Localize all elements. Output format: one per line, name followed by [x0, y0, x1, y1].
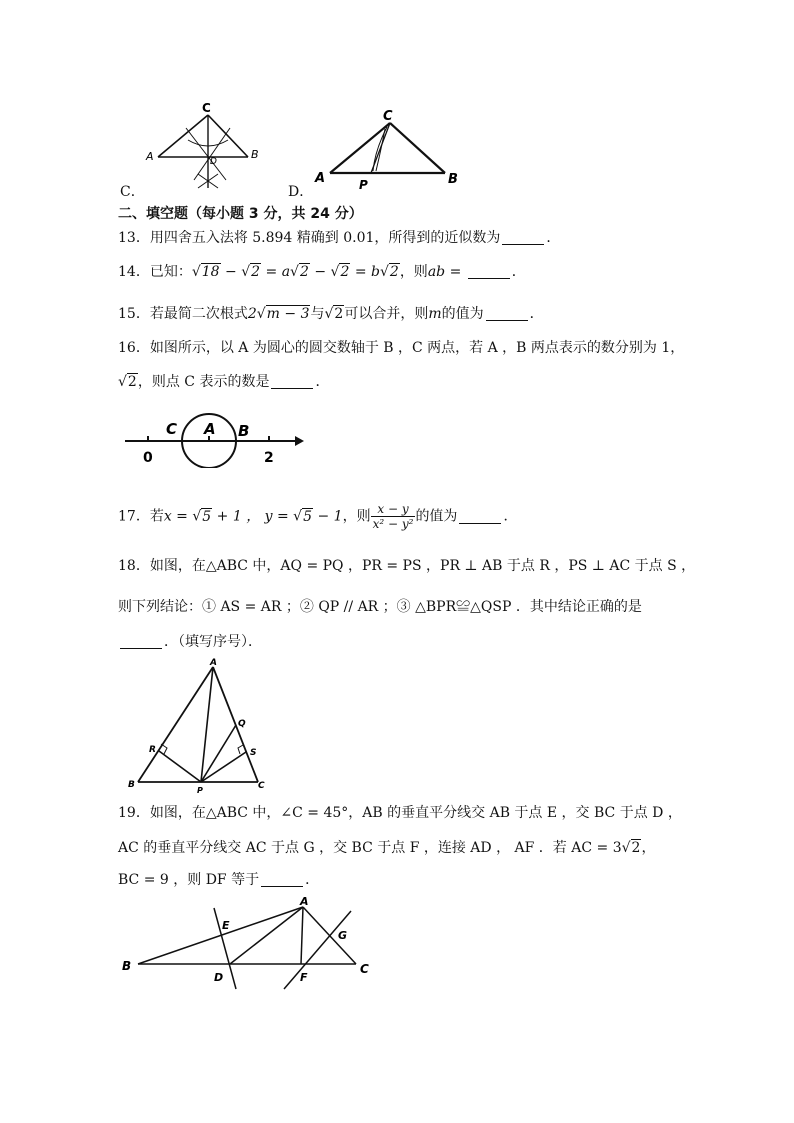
- answer-blank-13[interactable]: [502, 230, 544, 245]
- svg-text:D: D: [210, 157, 217, 167]
- question-14: 14．已知：√18 − √2 = a√2 − √2 = b√2，则ab = ．: [118, 264, 526, 280]
- svg-text:D: D: [214, 971, 224, 984]
- figure-option-c: [138, 100, 268, 195]
- svg-text:A: A: [210, 658, 217, 668]
- svg-text:S: S: [250, 748, 257, 758]
- svg-text:A: A: [204, 420, 216, 438]
- svg-text:C: C: [258, 781, 265, 791]
- question-18-line2: 则下列结论：① AS = AR ；② QP // AR ；③ △BPR≌△QSP ．其中结论正确的是: [118, 599, 642, 615]
- answer-blank-15[interactable]: [486, 306, 528, 321]
- number-line-figure: [120, 412, 305, 468]
- svg-text:C: C: [166, 420, 178, 438]
- question-19-line2: AC 的垂直平分线交 AC 于点 G ，交 BC 于点 F ，连接 AD ， AF ．若 AC = 3√2，: [118, 840, 656, 856]
- svg-text:B: B: [128, 780, 135, 790]
- svg-text:Q: Q: [238, 719, 246, 729]
- question-18-line1: 18．如图，在△ABC 中，AQ = PQ ，PR = PS ，PR ⊥ AB 于点 R ，PS ⊥ AC 于点 S ，: [118, 558, 696, 574]
- question-19-line3: BC = 9 ，则 DF 等于 ．: [118, 872, 320, 888]
- svg-text:R: R: [149, 745, 156, 755]
- svg-text:A: A: [315, 171, 326, 186]
- answer-blank-19[interactable]: [261, 872, 303, 887]
- svg-text:E: E: [222, 919, 230, 932]
- question-15: 15．若最简二次根式2√m − 3与√2可以合并，则m的值为 ．: [118, 306, 544, 322]
- answer-blank-17[interactable]: [459, 509, 501, 524]
- fraction: $\frac{x - y}{\text{x² − y²}}$: [372, 502, 414, 531]
- svg-text:A: A: [300, 895, 309, 908]
- triangle-figure-18: [120, 655, 275, 795]
- answer-blank-18[interactable]: [120, 634, 162, 649]
- question-13: 13．用四舍五入法将 5.894 精确到 0.01，所得到的近似数为 ．: [118, 230, 561, 246]
- svg-text:F: F: [300, 971, 308, 984]
- answer-blank-14[interactable]: [468, 264, 510, 279]
- svg-text:P: P: [197, 786, 203, 795]
- svg-text:C: C: [383, 109, 393, 124]
- svg-text:P: P: [359, 178, 368, 190]
- figure-option-d: [305, 105, 470, 190]
- question-16-line2: √2，则点 C 表示的数是 ．: [118, 374, 330, 390]
- svg-text:0: 0: [143, 450, 153, 466]
- answer-blank-16[interactable]: [271, 374, 313, 389]
- svg-text:B: B: [122, 959, 132, 973]
- option-c-label: C．: [120, 184, 145, 200]
- svg-text:C: C: [360, 962, 369, 976]
- question-17: 17．若x = √5 + 1 ， y = √5 − 1，则 $\frac{x - y}{\text{x² − y²}}$ 的值为 ．: [118, 502, 518, 531]
- triangle-figure-19: [118, 893, 383, 993]
- svg-text:G: G: [338, 929, 348, 942]
- question-19-line1: 19．如图，在△ABC 中，∠C = 45°，AB 的垂直平分线交 AB 于点 E ，交 BC 于点 D ，: [118, 805, 682, 821]
- svg-text:2: 2: [264, 450, 274, 466]
- svg-text:B: B: [448, 172, 458, 187]
- option-d-label: D．: [288, 184, 314, 200]
- svg-text:B: B: [238, 422, 250, 440]
- section-title: 二、填空题（每小题 3 分，共 24 分）: [118, 206, 363, 222]
- svg-text:C: C: [202, 101, 211, 115]
- svg-text:A: A: [146, 150, 154, 163]
- svg-text:B: B: [251, 148, 259, 161]
- question-18-line3: ．（填写序号）．: [118, 632, 262, 652]
- question-16-line1: 16．如图所示，以 A 为圆心的圆交数轴于 B ，C 两点，若 A ，B 两点表示的数分别为 1，: [118, 340, 685, 356]
